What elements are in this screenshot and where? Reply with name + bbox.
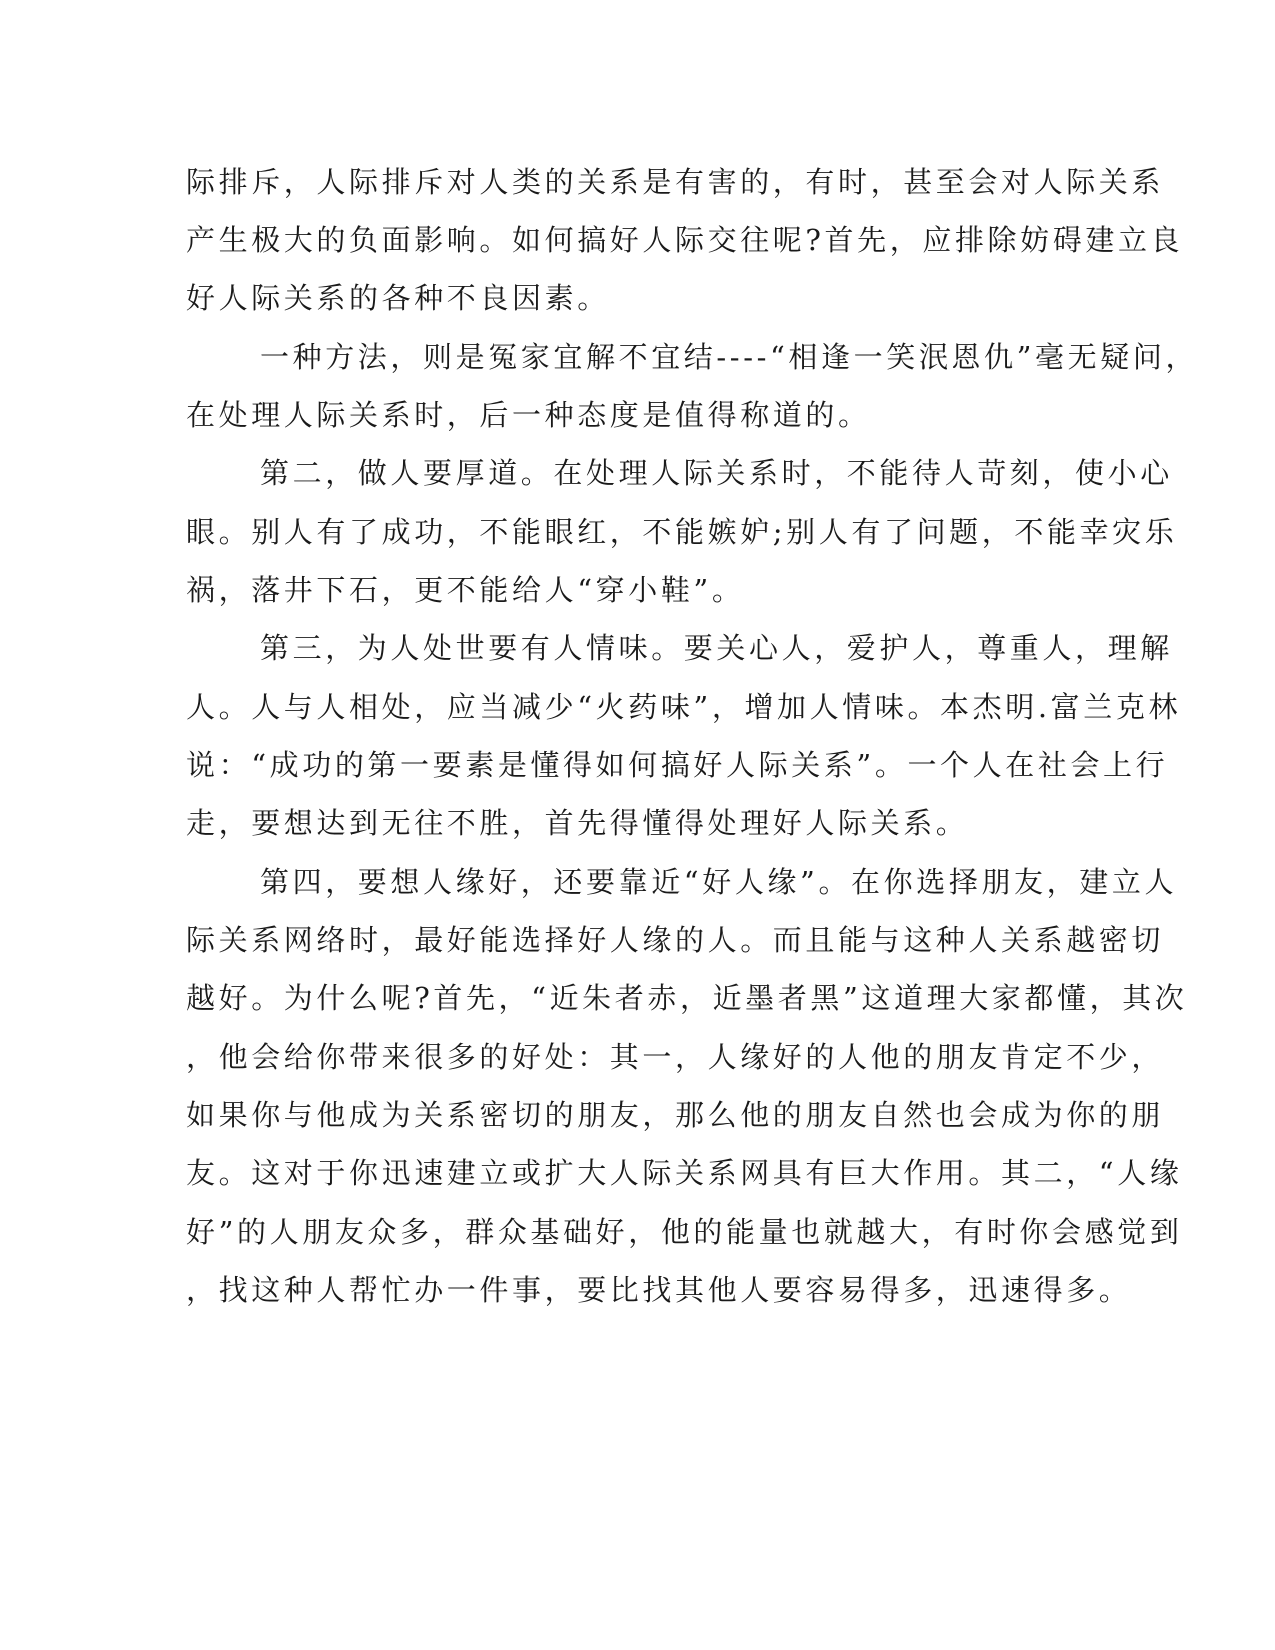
text-line-19: 好”的人朋友众多，群众基础好，他的能量也就越大，有时你会感觉到 <box>186 1215 1183 1249</box>
text-line-1: 际排斥，人际排斥对人类的关系是有害的，有时，甚至会对人际关系 <box>186 165 1165 199</box>
text-line-3: 好人际关系的各种不良因素。 <box>186 281 610 315</box>
text-line-15: 越好。为什么呢?首先，“近朱者赤，近墨者黑”这道理大家都懂，其次 <box>186 981 1188 1015</box>
text-line-13: 第四，要想人缘好，还要靠近“好人缘”。在你选择朋友，建立人 <box>260 865 1178 899</box>
text-line-16: ，他会给你带来很多的好处：其一，人缘好的人他的朋友肯定不少， <box>186 1040 1165 1074</box>
text-line-11: 说：“成功的第一要素是懂得如何搞好人际关系”。一个人在社会上行 <box>186 748 1169 782</box>
text-line-17: 如果你与他成为关系密切的朋友，那么他的朋友自然也会成为你的朋 <box>186 1098 1165 1132</box>
text-line-12: 走，要想达到无往不胜，首先得懂得处理好人际关系。 <box>186 806 969 840</box>
text-line-4: 一种方法，则是冤家宜解不宜结----“相逢一笑泯恩仇”毫无疑问， <box>260 340 1199 374</box>
text-line-2: 产生极大的负面影响。如何搞好人际交往呢?首先，应排除妨碍建立良 <box>186 223 1184 257</box>
text-line-18: 友。这对于你迅速建立或扩大人际关系网具有巨大作用。其二，“人缘 <box>186 1156 1183 1190</box>
text-line-20: ，找这种人帮忙办一件事，要比找其他人要容易得多，迅速得多。 <box>186 1273 1132 1307</box>
text-line-8: 祸，落井下石，更不能给人“穿小鞋”。 <box>186 573 745 607</box>
text-line-10: 人。人与人相处，应当减少“火药味”，增加人情味。本杰明.富兰克林 <box>186 690 1182 724</box>
text-line-9: 第三，为人处世要有人情味。要关心人，爱护人，尊重人，理解 <box>260 631 1173 665</box>
text-line-14: 际关系网络时，最好能选择好人缘的人。而且能与这种人关系越密切 <box>186 923 1165 957</box>
text-line-6: 第二，做人要厚道。在处理人际关系时，不能待人苛刻，使小心 <box>260 456 1173 490</box>
text-line-7: 眼。别人有了成功，不能眼红，不能嫉妒;别人有了问题，不能幸灾乐 <box>186 515 1178 549</box>
text-line-5: 在处理人际关系时，后一种态度是值得称道的。 <box>186 398 871 432</box>
